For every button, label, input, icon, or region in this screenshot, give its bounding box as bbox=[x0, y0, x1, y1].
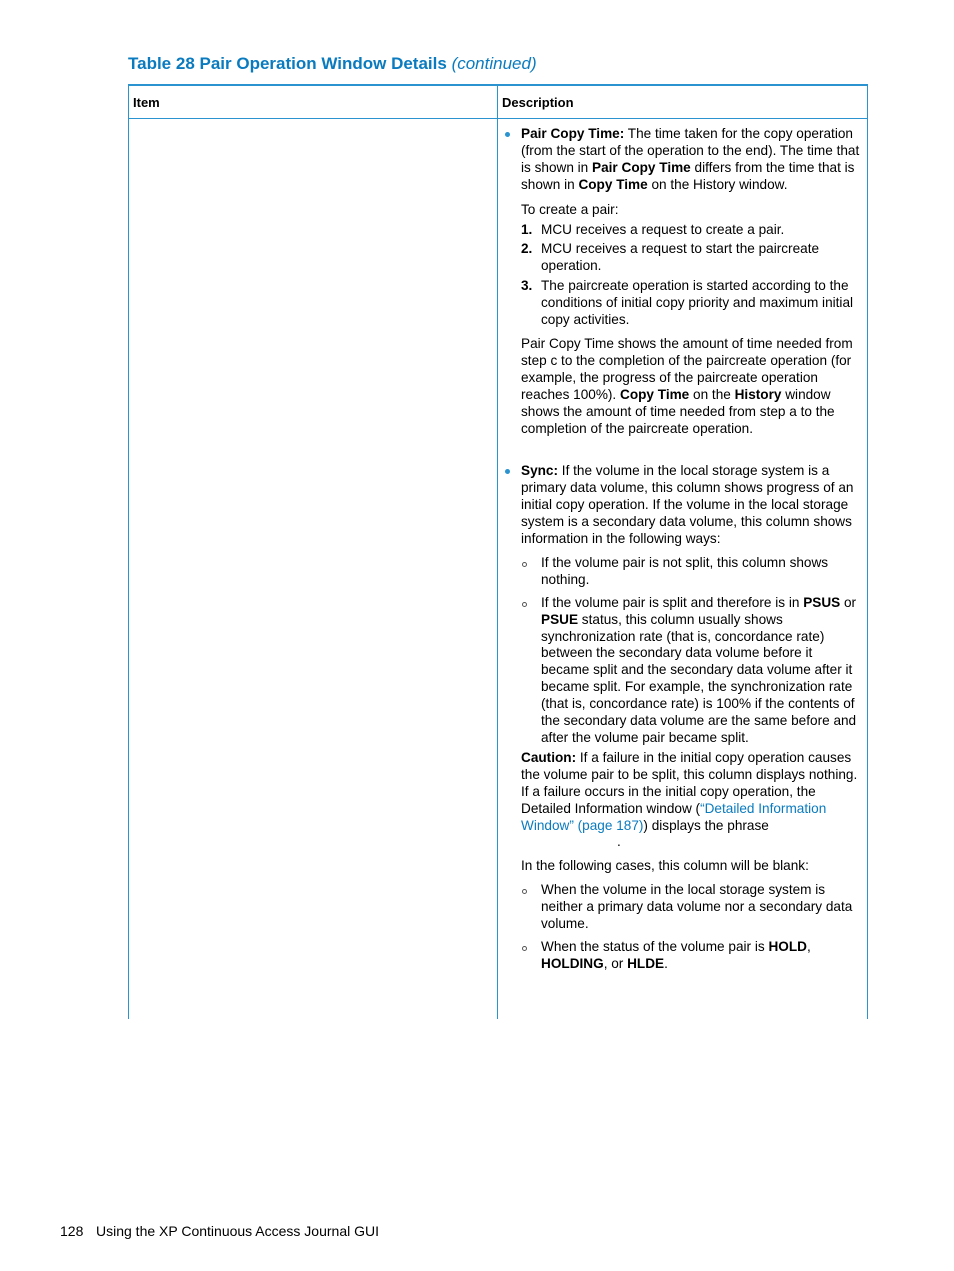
bold-term: HLDE bbox=[627, 955, 665, 971]
table-border-right bbox=[867, 86, 868, 1019]
bold-term: PSUS bbox=[803, 594, 841, 610]
table-caption bbox=[128, 54, 537, 74]
circle-bullet-icon bbox=[522, 602, 527, 607]
pair-copy-time-paragraph bbox=[521, 336, 862, 437]
create-pair-intro: To create a pair: bbox=[521, 201, 619, 217]
text: window shows the amount of time needed from step a to the completion of the paircreate operation. bbox=[521, 386, 835, 436]
text: , bbox=[806, 938, 811, 954]
circle-bullet-icon bbox=[522, 562, 527, 567]
bullet-icon bbox=[505, 132, 510, 137]
description-cell bbox=[521, 126, 862, 973]
page-number: 128 bbox=[60, 1223, 84, 1239]
step-item bbox=[521, 241, 862, 275]
bold-term: Copy Time bbox=[620, 386, 690, 402]
text: If a failure in the initial copy operation causes the volume pair to be split, this column displays nothing. If a failure occurs in the initial copy operation, the Detailed Information window ( bbox=[521, 749, 858, 816]
text: If the volume pair is split and therefore is in bbox=[541, 594, 804, 610]
sync-label: Sync: bbox=[521, 463, 559, 479]
sub-list-item bbox=[521, 595, 862, 747]
blank-cases-intro: In the following cases, this column will be blank: bbox=[521, 858, 809, 874]
detailed-information-window-link[interactable]: “Detailed Information Window” (page 187) bbox=[521, 800, 827, 833]
step-item bbox=[521, 278, 862, 329]
text: differs from the time that is shown in bbox=[521, 159, 855, 192]
caution-label: Caution: bbox=[521, 749, 577, 765]
caption-continued: (continued) bbox=[451, 54, 537, 73]
text: ) displays the phrase bbox=[643, 817, 769, 833]
text: . bbox=[664, 955, 668, 971]
circle-bullet-icon bbox=[522, 946, 527, 951]
step-text: MCU receives a request to start the paircreate operation. bbox=[541, 241, 820, 274]
table-column-divider bbox=[497, 86, 498, 1019]
bold-term: Pair Copy Time bbox=[592, 159, 691, 175]
step-number: 3. bbox=[521, 278, 533, 294]
footer-text: Using the XP Continuous Access Journal GUI bbox=[96, 1223, 380, 1239]
table-header-divider bbox=[128, 118, 868, 119]
step-item bbox=[521, 222, 862, 239]
text: When the volume in the local storage system is neither a primary data volume nor a secondary data volume. bbox=[541, 882, 853, 932]
step-text: The paircreate operation is started according to the conditions of initial copy priority and maximum initial copy activities. bbox=[541, 278, 854, 328]
caution-paragraph bbox=[521, 750, 862, 835]
bold-term: HOLD bbox=[768, 938, 807, 954]
text: The time taken for the copy operation (from the start of the operation to the end). The time that is shown in bbox=[521, 126, 860, 175]
text: on the History window. bbox=[647, 176, 788, 192]
step-text: MCU receives a request to create a pair. bbox=[541, 221, 785, 237]
step-number: 1. bbox=[521, 221, 533, 237]
caption-title: Table 28 Pair Operation Window Details bbox=[128, 54, 447, 73]
text: , or bbox=[603, 955, 628, 971]
bold-term: Copy Time bbox=[578, 176, 648, 192]
text: or bbox=[840, 594, 857, 610]
bold-term: PSUE bbox=[541, 611, 579, 627]
sub-list-item bbox=[521, 939, 862, 973]
header-item: Item bbox=[133, 95, 160, 110]
bold-term: History bbox=[734, 386, 782, 402]
text: If the volume in the local storage system is a primary data volume, this column shows progress of an initial copy operation. If the volume in the local storage system is a secondary data volume, this column shows information in the following ways: bbox=[521, 463, 854, 547]
bold-term: HOLDING bbox=[541, 955, 604, 971]
header-description: Description bbox=[502, 95, 574, 110]
text: Pair Copy Time shows the amount of time needed from step c to the completion of the paircreate operation (for example, the progress of the paircreate operation reaches 100%). bbox=[521, 335, 853, 402]
text: If the volume pair is not split, this column shows nothing. bbox=[541, 554, 829, 587]
circle-bullet-icon bbox=[522, 889, 527, 894]
table-border-left bbox=[128, 86, 129, 1019]
pair-copy-time-item bbox=[521, 126, 862, 194]
step-number: 2. bbox=[521, 241, 533, 257]
sub-list-item bbox=[521, 882, 862, 933]
sync-item bbox=[521, 463, 862, 548]
sub-list-item bbox=[521, 555, 862, 589]
text: status, this column usually shows synchronization rate (that is, concordance rate) between the secondary data volume before it became split and the secondary data volume after it became split. For example, the synchronization rate (that is, concordance rate) is 100% if the contents of the secondary data volume are the same before and after the volume pair became split. bbox=[541, 611, 857, 745]
text: When the status of the volume pair is bbox=[541, 938, 769, 954]
pair-copy-time-label: Pair Copy Time: bbox=[521, 126, 625, 141]
caution-period: . bbox=[617, 834, 621, 850]
page-footer bbox=[60, 1223, 379, 1239]
text: on the bbox=[689, 386, 735, 402]
